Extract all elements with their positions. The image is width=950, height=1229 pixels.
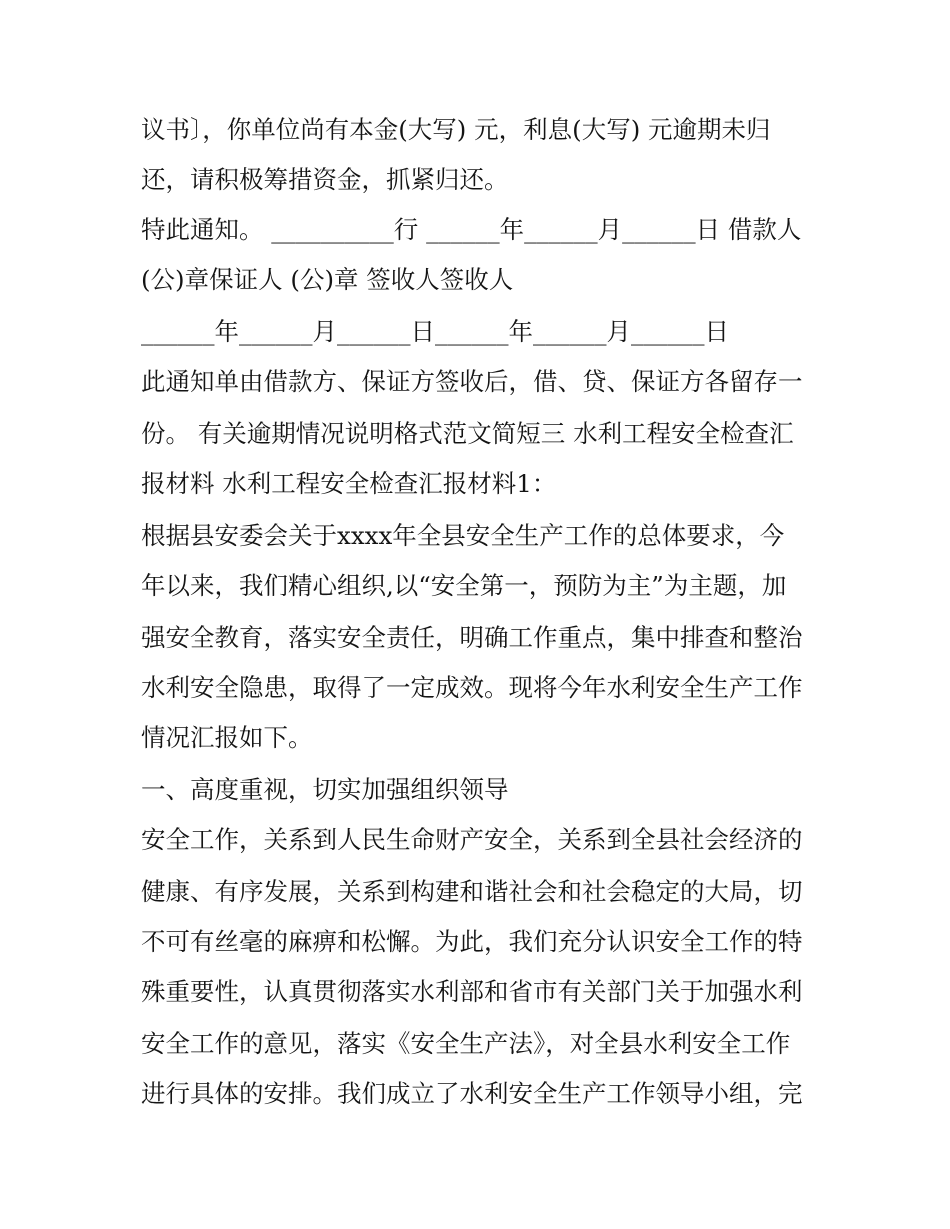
text-line: 议书〕，你单位尚有本金(大写) 元，利息(大写) 元逾期未归: [141, 115, 771, 144]
text-line: 殊重要性，认真贯彻落实水利部和省市有关部门关于加强水利: [141, 977, 803, 1006]
text-line: 份。 有关逾期情况说明格式范文简短三 水利工程安全检查汇: [141, 419, 794, 448]
text-line: (公)章保证人 (公)章 签收人签收人: [141, 265, 514, 294]
text-line: 年以来，我们精心组织,以“安全第一，预防为主”为主题，加: [141, 571, 787, 600]
text-line: 安全工作，关系到人民生命财产安全，关系到全县社会经济的: [141, 825, 803, 854]
text-line: 安全工作的意见，落实《安全生产法》，对全县水利安全工作: [141, 1029, 791, 1058]
text-line: 健康、有序发展，关系到构建和谐社会和社会稳定的大局，切: [141, 877, 803, 906]
text-line: 此通知单由借款方、保证方签收后，借、贷、保证方各留存一: [141, 367, 803, 396]
text-line: 水利安全隐患，取得了一定成效。现将今年水利安全生产工作: [141, 673, 803, 702]
text-line: 不可有丝毫的麻痹和松懈。为此，我们充分认识安全工作的特: [141, 927, 803, 956]
section-heading: 一、高度重视，切实加强组织领导: [141, 775, 509, 804]
text-line: 还，请积极筹措资金，抓紧归还。: [141, 165, 509, 194]
text-line: 强安全教育，落实安全责任，明确工作重点，集中排查和整治: [141, 623, 803, 652]
text-line: 根据县安委会关于xxxx年全县安全生产工作的总体要求，今: [141, 521, 785, 550]
text-line: 报材料 水利工程安全检查汇报材料1：: [141, 469, 557, 498]
text-line: 进行具体的安排。我们成立了水利安全生产工作领导小组，完: [141, 1079, 803, 1108]
text-line: 特此通知。 __________行 ______年______月______日 借款人: [141, 215, 802, 244]
text-line: ______年______月______日______年______月______日: [141, 317, 729, 346]
text-line: 情况汇报如下。: [141, 723, 313, 752]
